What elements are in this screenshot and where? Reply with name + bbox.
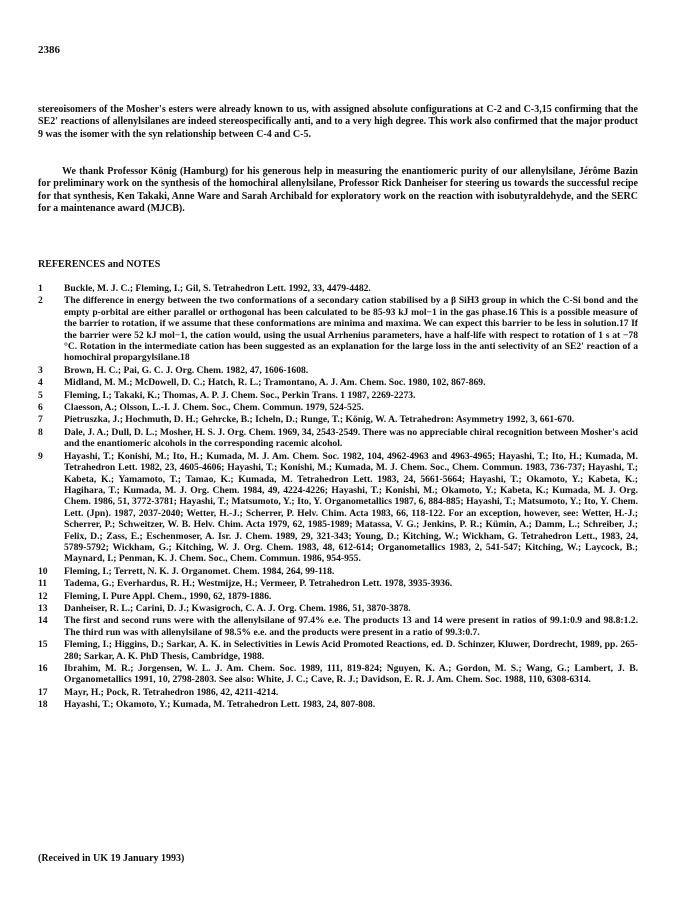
reference-number: 10 xyxy=(38,565,48,577)
reference-number: 16 xyxy=(38,663,48,674)
reference-item xyxy=(38,427,638,450)
reference-text: Tadema, G.; Everhardus, R. H.; Westmijze, H.; Vermeer, P. Tetrahedron Lett. 1978, 3935-3936. xyxy=(64,578,453,590)
reference-text: Fleming, I.; Takaki, K.; Thomas, A. P. J. Chem. Soc., Perkin Trans. 1 1987, 2269-2273. xyxy=(64,389,416,401)
reference-item xyxy=(38,699,638,710)
reference-number: 1 xyxy=(38,283,43,294)
reference-text: Ibrahim, M. R.; Jorgensen, W. L. J. Am. Chem. Soc. 1989, 111, 819-824; Nguyen, K. A.; Gordon, M. S.; Wang, G.; Lambert, J. B. Organometallics 1991, 10, 2798-2803. See also: White, J. C.; Cave, R. J.; Davidson, E. R. J. Am. Chem. Soc. 1988, 110, 6308-6314. xyxy=(64,663,638,686)
reference-item xyxy=(38,591,638,602)
body-paragraph-conclusion: stereoisomers of the Mosher's esters were already known to us, with assigned absolute configurations at C-2 and C-3,15 confirming that the SE2' reactions of allenylsilanes are indeed stereospecifically anti, and to a very high degree. This work also confirmed that the major product 9 was the isomer with the syn relationship between C-4 and C-5. xyxy=(38,104,638,140)
reference-text: Brown, H. C.; Pai, G. C. J. Org. Chem. 1982, 47, 1606-1608. xyxy=(64,364,309,376)
reference-number: 6 xyxy=(38,402,43,414)
reference-text: Mayr, H.; Pock, R. Tetrahedron 1986, 42, 4211-4214. xyxy=(64,686,279,698)
reference-item xyxy=(38,414,638,425)
body-paragraph-acknowledgements: We thank Professor König (Hamburg) for his generous help in measuring the enantiomeric purity of our allenylsilane, Jérôme Bazin for preliminary work on the synthesis of the homochiral allenylsilane, Professor Rick Danheiser for steering us towards the successful recipe for that synthesis, Ken Takaki, Anne Ware and Sarah Archibald for exploratory work on the reaction with isobutyraldehyde, and the SERC for a maintenance award (MJCB). xyxy=(38,166,638,215)
reference-item xyxy=(38,283,638,294)
reference-text: Fleming, I.; Higgins, D.; Sarkar, A. K. in Selectivities in Lewis Acid Promoted Reactions, ed. D. Schinzer, Kluwer, Dordrecht, 1989, pp. 265-280; Sarkar, A. K. PhD Thesis, Cambridge, 1988. xyxy=(64,639,638,662)
references-heading: REFERENCES and NOTES xyxy=(38,259,161,270)
reference-item xyxy=(38,615,638,638)
reference-number: 15 xyxy=(38,639,48,651)
reference-text: Fleming, I.; Terrett, N. K. J. Organomet. Chem. 1984, 264, 99-118. xyxy=(64,565,335,577)
reference-item xyxy=(38,377,638,388)
reference-number: 17 xyxy=(38,686,48,698)
reference-text: Danheiser, R. L.; Carini, D. J.; Kwasigroch, C. A. J. Org. Chem. 1986, 51, 3870-3878. xyxy=(64,602,411,614)
reference-text: Dale, J. A.; Dull, D. L.; Mosher, H. S. J. Org. Chem. 1969, 34, 2543-2549. There was no appreciable chiral recognition between Mosher's acid and the enantiomeric alcohols in the corresponding racemic alcohol. xyxy=(64,426,639,450)
reference-text: Claesson, A.; Olsson, L.-I. J. Chem. Soc., Chem. Commun. 1979, 524-525. xyxy=(64,402,364,414)
reference-number: 9 xyxy=(38,450,43,462)
reference-text: Buckle, M. J. C.; Fleming, I.; Gil, S. Tetrahedron Lett. 1992, 33, 4479-4482. xyxy=(64,283,371,294)
references-list xyxy=(38,283,638,712)
reference-number: 14 xyxy=(38,615,48,627)
reference-number: 2 xyxy=(38,295,43,307)
reference-number: 11 xyxy=(38,578,48,590)
reference-number: 18 xyxy=(38,699,48,711)
reference-item xyxy=(38,390,638,401)
received-date: (Received in UK 19 January 1993) xyxy=(38,853,185,864)
reference-item xyxy=(38,365,638,376)
reference-text: The first and second runs were with the allenylsilane of 97.4% e.e. The products 13 and 14 were present in ratios of 99.1:0.9 and 98.8:1.2. The third run was with allenylsilane of 98.5% e.e. and the products were present in a ratio of 99.3:0.7. xyxy=(64,615,638,638)
reference-text: Fleming, I. Pure Appl. Chem., 1990, 62, 1879-1886. xyxy=(64,590,272,602)
reference-number: 5 xyxy=(38,389,43,401)
reference-number: 4 xyxy=(38,377,43,389)
reference-item xyxy=(38,402,638,413)
reference-item xyxy=(38,578,638,589)
reference-item xyxy=(38,687,638,698)
reference-number: 12 xyxy=(38,590,48,602)
reference-number: 8 xyxy=(38,426,43,438)
reference-text: Hayashi, T.; Konishi, M.; Ito, H.; Kumada, M. J. Am. Chem. Soc. 1982, 104, 4962-4963 and 4963-4965; Hayashi, T.; Ito, H.; Kumada, M. Tetrahedron Lett. 1982, 23, 4605-4606; Hayashi, T.; Konishi, M.; Kumada, M. J. Chem. Soc., Chem. Commun. 1983, 736-737; Hayashi, T.; Kabeta, K.; Yamamoto, T.; Tamao, K.; Kumada, M. Tetrahedron Lett. 1983, 24, 5661-5664; Hayashi, T.; Okamoto, Y.; Kabeta, K.; Hagihara, T.; Kumada, M. J. Org. Chem. 1984, 49, 4224-4226; Hayashi, T.; Konishi, M.; Okamoto, Y.; Kabeta, K.; Kumada, M. J. Org. Chem. 1986, 51, 3772-3781; Hayashi, T.; Matsumoto, Y.; Ito, Y. Organometallics 1987, 6, 884-885; Hayashi, T.; Matsumoto, Y.; Ito, Y. Chem. Lett. (Jpn). 1987, 2037-2040; Wetter, H.-J.; Scherrer, P. Helv. Chim. Acta 1983, 66, 118-122. For an exception, however, see: Wetter, H.-J.; Scherrer, P.; Schweitzer, W. B. Helv. Chim. Acta 1979, 62, 1985-1989; Matassa, V. G.; Jenkins, P. R.; Kümin, A.; Damm, L.; Schreiber, J.; Felix, D.; Zass, E.; Eschenmoser, A. Isr. J. Chem. 1989, 29, 321-343; Young, D.; Kitching, W.; Wickham, G. Tetrahedron Lett., 1983, 24, 5789-5792; Wickham, G.; Kitching, W. J. Org. Chem. 1983, 48, 612-614; Organometallics 1983, 2, 541-547; Kitching, W.; Laycock, B.; Maynard, I.; Penman, K. J. Chem. Soc., Chem. Commun. 1986, 954-955. xyxy=(64,450,638,565)
reference-number: 3 xyxy=(38,364,43,376)
reference-text: Pietruszka, J.; Hochmuth, D. H.; Gehrcke, B.; Icheln, D.; Runge, T.; König, W. A. Tetrahedron: Asymmetry 1992, 3, 661-670. xyxy=(64,414,575,426)
reference-item xyxy=(38,663,638,686)
reference-text: Hayashi, T.; Okamoto, Y.; Kumada, M. Tetrahedron Lett. 1983, 24, 807-808. xyxy=(64,699,376,711)
reference-number: 13 xyxy=(38,602,48,614)
reference-item xyxy=(38,639,638,662)
reference-item xyxy=(38,295,638,363)
reference-item xyxy=(38,566,638,577)
reference-text: The difference in energy between the two conformations of a secondary cation stabilised by a β SiH3 group in which the C-Si bond and the empty p-orbital are either parallel or orthogonal has been calculated to be 85-93 kJ mol−1 in the gas phase.16 This is a possible measure of the barrier to rotation, if we assume that these conformations are minima and maxima. We can expect this barrier to be less in solution.17 If the barrier were 52 kJ mol−1, the cation would, using the usual Arrhenius parameters, have a half-life with respect to rotation of 1 s at −78 °C. Rotation in the intermediate cation has been suggested as an explanation for the large loss in the anti selectivity of an SE2' reaction of a homochiral propargylsilane.18 xyxy=(64,295,638,364)
reference-text: Midland, M. M.; McDowell, D. C.; Hatch, R. L.; Tramontano, A. J. Am. Chem. Soc. 1980, 102, 867-869. xyxy=(64,377,486,389)
page-number: 2386 xyxy=(38,44,60,56)
reference-item xyxy=(38,603,638,614)
reference-number: 7 xyxy=(38,414,43,426)
reference-item xyxy=(38,451,638,565)
